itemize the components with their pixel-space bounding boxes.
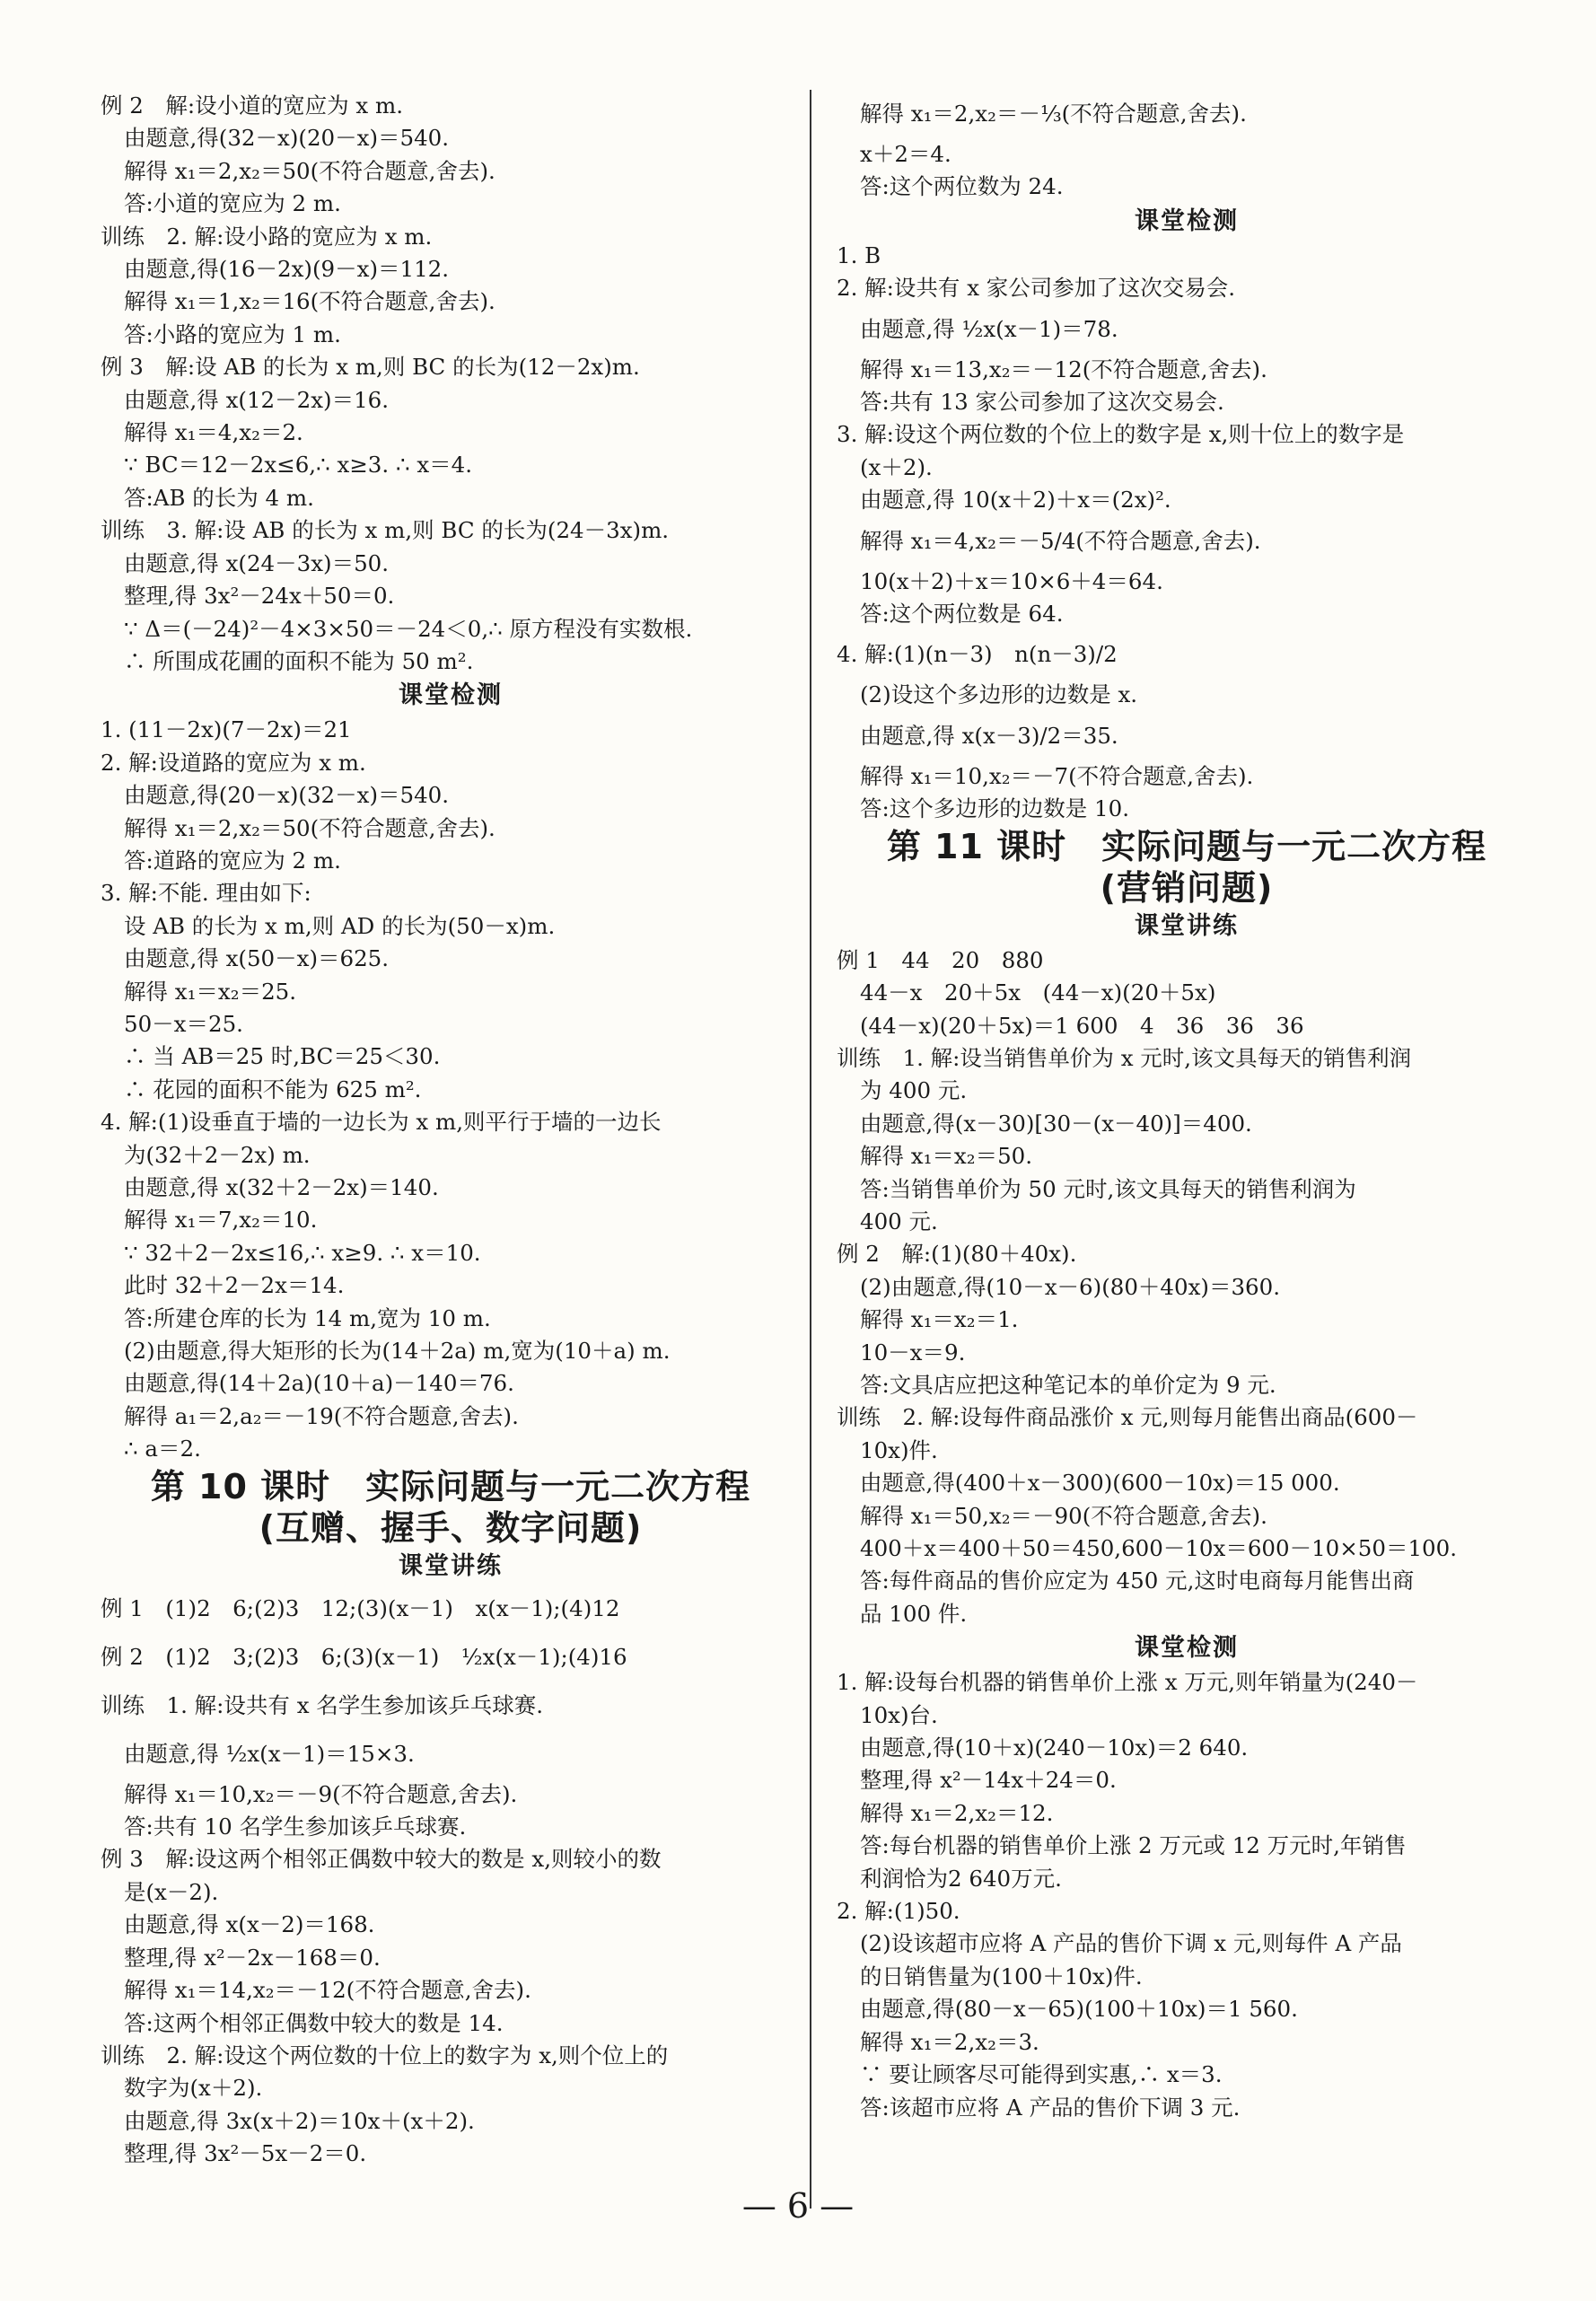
text-line: 整理,得 x²－14x＋24＝0.	[860, 1767, 1117, 1794]
text-line: ∵ Δ＝(－24)²－4×3×50＝－24＜0,∴ 原方程没有实数根.	[124, 615, 693, 642]
text-line: 答:这个两位数是 64.	[860, 601, 1064, 628]
text-line: 解得 x₁＝2,x₂＝50(不符合题意,舍去).	[124, 814, 495, 841]
text-line: 品 100 件.	[860, 1600, 968, 1627]
text-line: 整理,得 3x²－24x＋50＝0.	[124, 583, 395, 610]
text-line: 解得 x₁＝2,x₂＝－⅓(不符合题意,舍去).	[860, 101, 1247, 127]
text-line: 答:小道的宽应为 2 m.	[124, 190, 341, 217]
text-line: 训练 2. 解:设小路的宽应为 x m.	[101, 223, 433, 250]
text-line: 答:AB 的长为 4 m.	[124, 484, 314, 511]
lesson-title: 第 10 课时 实际问题与一元二次方程	[150, 1466, 751, 1506]
text-line: 4. 解:(1)设垂直于墙的一边长为 x m,则平行于墙的一边长	[101, 1109, 662, 1136]
text-line: 由题意,得(14＋2a)(10＋a)－140＝76.	[124, 1370, 514, 1397]
text-line: 10x)件.	[860, 1436, 938, 1463]
text-line: 4. 解:(1)(n－3) n(n－3)/2	[837, 641, 1118, 668]
text-line: 解得 x₁＝10,x₂＝－7(不符合题意,舍去).	[860, 762, 1254, 789]
text-line: 例 1 44 20 880	[837, 946, 1044, 973]
text-line: ∵ 32＋2－2x≤16,∴ x≥9. ∴ x＝10.	[124, 1239, 481, 1266]
left-column	[101, 90, 801, 2171]
text-line: 答:共有 13 家公司参加了这次交易会.	[860, 389, 1224, 416]
text-line: 整理,得 3x²－5x－2＝0.	[124, 2140, 367, 2167]
text-line: 答:共有 10 名学生参加该乒乓球赛.	[124, 1814, 467, 1840]
text-line: 3. 解:不能. 理由如下:	[101, 880, 311, 907]
text-line: 答:小路的宽应为 1 m.	[124, 321, 341, 347]
text-line: 由题意,得 ½x(x－1)＝15×3.	[124, 1740, 415, 1767]
text-line: 解得 x₁＝4,x₂＝－5/4(不符合题意,舍去).	[860, 527, 1261, 554]
text-line: 解得 x₁＝x₂＝25.	[124, 978, 297, 1005]
text-line: 训练 2. 解:设这个两位数的十位上的数字为 x,则个位上的	[101, 2042, 669, 2068]
text-line: 由题意,得 x(32＋2－2x)＝140.	[124, 1174, 439, 1200]
text-line: 400 元.	[860, 1208, 938, 1234]
text-line: 答:文具店应把这种笔记本的单价定为 9 元.	[860, 1371, 1276, 1398]
text-line: 例 2 (1)2 3;(2)3 6;(3)(x－1) ½x(x－1);(4)16	[101, 1643, 627, 1670]
text-line: 由题意,得(20－x)(32－x)＝540.	[124, 782, 450, 809]
text-line: 由题意,得(10＋x)(240－10x)＝2 640.	[860, 1735, 1249, 1761]
text-line: 解得 x₁＝2,x₂＝50(不符合题意,舍去).	[124, 157, 495, 184]
text-line: 训练 1. 解:设当销售单价为 x 元时,该文具每天的销售利润	[837, 1044, 1412, 1071]
text-line: 44－x 20＋5x (44－x)(20＋5x)	[860, 979, 1216, 1006]
text-line: 由题意,得 x(24－3x)＝50.	[124, 549, 390, 576]
text-line: 1. (11－2x)(7－2x)＝21	[101, 716, 352, 743]
text-line: 解得 a₁＝2,a₂＝－19(不符合题意,舍去).	[124, 1402, 519, 1429]
text-line: 例 3 解:设这两个相邻正偶数中较大的数是 x,则较小的数	[101, 1846, 662, 1873]
text-line: 数字为(x＋2).	[124, 2075, 263, 2102]
text-line: ∵ BC＝12－2x≤6,∴ x≥3. ∴ x＝4.	[124, 452, 473, 479]
text-line: 训练 2. 解:设每件商品涨价 x 元,则每月能售出商品(600－	[837, 1404, 1418, 1431]
text-line: (2)由题意,得(10－x－6)(80＋40x)＝360.	[860, 1273, 1281, 1300]
text-line: (44－x)(20＋5x)＝1 600 4 36 36 36	[860, 1012, 1304, 1039]
page-number: — 6 —	[741, 2186, 855, 2226]
text-line: 10－x＝9.	[860, 1339, 966, 1366]
text-line: 为 400 元.	[860, 1077, 968, 1104]
column-divider	[810, 90, 811, 2209]
right-column	[837, 90, 1537, 2124]
text-line: 由题意,得(80－x－65)(100＋10x)＝1 560.	[860, 1996, 1298, 2023]
text-line: 由题意,得(32－x)(20－x)＝540.	[124, 125, 450, 152]
text-line: 由题意,得 10(x＋2)＋x＝(2x)².	[860, 487, 1171, 514]
text-line: 2. 解:(1)50.	[837, 1898, 960, 1925]
text-line: ∴ 花园的面积不能为 625 m².	[124, 1076, 422, 1102]
text-line: 400＋x＝400＋50＝450,600－10x＝600－10×50＝100.	[860, 1535, 1458, 1561]
text-line: 利润恰为2 640万元.	[860, 1865, 1062, 1892]
text-line: (x＋2).	[860, 453, 933, 480]
text-line: 答:每件商品的售价应定为 450 元,这时电商每月能售出商	[860, 1568, 1415, 1594]
text-line: 由题意,得 x(12－2x)＝16.	[124, 386, 390, 413]
text-line: 解得 x₁＝x₂＝1.	[860, 1306, 1019, 1333]
text-line: 解得 x₁＝4,x₂＝2.	[124, 419, 303, 446]
text-line: 解得 x₁＝13,x₂＝－12(不符合题意,舍去).	[860, 356, 1267, 382]
text-line: 设 AB 的长为 x m,则 AD 的长为(50－x)m.	[124, 912, 556, 939]
text-line: 例 3 解:设 AB 的长为 x m,则 BC 的长为(12－2x)m.	[101, 354, 640, 381]
text-line: 由题意,得 3x(x＋2)＝10x＋(x＋2).	[124, 2107, 475, 2134]
text-line: 的日销售量为(100＋10x)件.	[860, 1963, 1143, 1989]
text-line: 由题意,得 x(x－3)/2＝35.	[860, 722, 1118, 749]
text-line: 3. 解:设这个两位数的个位上的数字是 x,则十位上的数字是	[837, 421, 1405, 448]
section-heading: 课堂检测	[1135, 206, 1239, 235]
text-line: 答:道路的宽应为 2 m.	[124, 847, 341, 874]
text-line: 1. 解:设每台机器的销售单价上涨 x 万元,则年销量为(240－	[837, 1669, 1418, 1696]
text-line: 由题意,得(x－30)[30－(x－40)]＝400.	[860, 1110, 1252, 1137]
text-line: 为(32＋2－2x) m.	[124, 1141, 311, 1168]
section-heading: 课堂检测	[399, 681, 503, 710]
section-heading: 课堂检测	[1135, 1634, 1239, 1663]
text-line: 解得 x₁＝14,x₂＝－12(不符合题意,舍去).	[124, 1977, 531, 2004]
text-line: ∴ a＝2.	[124, 1436, 201, 1462]
text-line: 解得 x₁＝x₂＝50.	[860, 1143, 1033, 1170]
text-line: 由题意,得(16－2x)(9－x)＝112.	[124, 256, 450, 283]
text-line: 答:当销售单价为 50 元时,该文具每天的销售利润为	[860, 1175, 1356, 1202]
lesson-title: 第 11 课时 实际问题与一元二次方程	[886, 826, 1487, 866]
text-line: 由题意,得 x(50－x)＝625.	[124, 945, 390, 972]
section-heading: 课堂讲练	[399, 1551, 503, 1580]
text-line: ∵ 要让顾客尽可能得到实惠,∴ x＝3.	[860, 2061, 1223, 2088]
text-line: 例 2 解:(1)(80＋40x).	[837, 1241, 1077, 1268]
lesson-title: (互赠、握手、数字问题)	[259, 1507, 643, 1548]
text-line: 解得 x₁＝7,x₂＝10.	[124, 1207, 318, 1234]
text-line: 整理,得 x²－2x－168＝0.	[124, 1944, 381, 1971]
text-line: 解得 x₁＝2,x₂＝12.	[860, 1799, 1054, 1826]
text-line: 训练 3. 解:设 AB 的长为 x m,则 BC 的长为(24－3x)m.	[101, 517, 670, 544]
text-line: 由题意,得 x(x－2)＝168.	[124, 1911, 375, 1938]
text-line: 2. 解:设道路的宽应为 x m.	[101, 749, 366, 776]
text-line: 10x)台.	[860, 1701, 938, 1728]
text-line: 10(x＋2)＋x＝10×6＋4＝64.	[860, 567, 1163, 594]
text-line: x＋2＝4.	[860, 141, 951, 167]
text-line: 解得 x₁＝2,x₂＝3.	[860, 2028, 1039, 2055]
text-line: 50－x＝25.	[124, 1010, 243, 1037]
text-line: 解得 x₁＝50,x₂＝－90(不符合题意,舍去).	[860, 1502, 1267, 1529]
text-line: 1. B	[837, 242, 881, 268]
text-line: 此时 32＋2－2x＝14.	[124, 1272, 345, 1299]
section-heading: 课堂讲练	[1135, 911, 1239, 940]
text-line: 答:这两个相邻正偶数中较大的数是 14.	[124, 2009, 504, 2036]
text-line: 答:这个多边形的边数是 10.	[860, 795, 1130, 822]
lesson-title: (营销问题)	[1100, 867, 1274, 908]
text-line: 2. 解:设共有 x 家公司参加了这次交易会.	[837, 275, 1236, 302]
text-line: 解得 x₁＝10,x₂＝－9(不符合题意,舍去).	[124, 1780, 518, 1807]
text-line: 答:每台机器的销售单价上涨 2 万元或 12 万元时,年销售	[860, 1832, 1407, 1859]
text-line: 训练 1. 解:设共有 x 名学生参加该乒乓球赛.	[101, 1691, 544, 1718]
text-line: (2)设该超市应将 A 产品的售价下调 x 元,则每件 A 产品	[860, 1930, 1402, 1957]
text-line: 由题意,得(400＋x－300)(600－10x)＝15 000.	[860, 1470, 1340, 1497]
text-line: ∴ 所围成花圃的面积不能为 50 m².	[124, 647, 474, 674]
text-line: (2)由题意,得大矩形的长为(14＋2a) m,宽为(10＋a) m.	[124, 1338, 671, 1365]
text-line: 例 1 (1)2 6;(2)3 12;(3)(x－1) x(x－1);(4)12	[101, 1594, 620, 1621]
text-line: 答:所建仓库的长为 14 m,宽为 10 m.	[124, 1304, 491, 1331]
text-line: 例 2 解:设小道的宽应为 x m.	[101, 92, 404, 119]
text-line: 由题意,得 ½x(x－1)＝78.	[860, 315, 1118, 342]
text-line: (2)设这个多边形的边数是 x.	[860, 681, 1138, 708]
text-line: 解得 x₁＝1,x₂＝16(不符合题意,舍去).	[124, 288, 495, 315]
text-line: 答:这个两位数为 24.	[860, 173, 1064, 200]
text-line: 答:该超市应将 A 产品的售价下调 3 元.	[860, 2094, 1241, 2121]
text-line: ∴ 当 AB＝25 时,BC＝25＜30.	[124, 1043, 441, 1070]
text-line: 是(x－2).	[124, 1878, 219, 1905]
